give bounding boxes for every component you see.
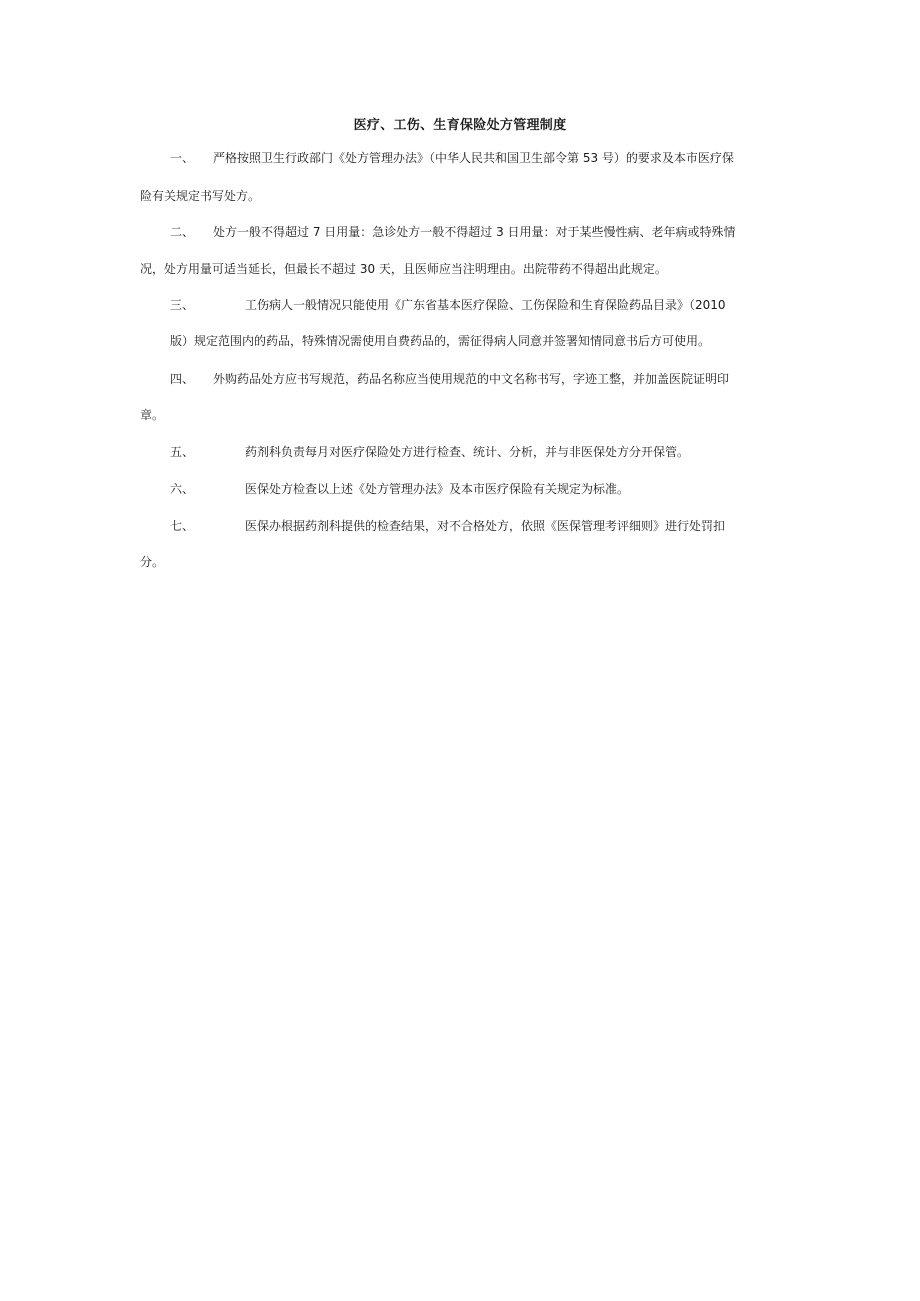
item-text-line1: 医保办根据药剂科提供的检查结果，对不合格处方，依照《医保管理考评细则》进行处罚扣 bbox=[245, 519, 726, 533]
item-text-line1: 处方一般不得超过 7 日用量：急诊处方一般不得超过 3 日用量：对于某些慢性病、老年病或特殊情 bbox=[213, 225, 736, 239]
item-text-line2: 章。 bbox=[140, 408, 165, 422]
item-number: 三、 bbox=[170, 298, 195, 312]
item-text-line1: 工伤病人一般情况只能使用《广东省基本医疗保险、工伤保险和生育保险药品目录》（2010 bbox=[245, 298, 726, 312]
item-text-line2: 版）规定范围内的药品，特殊情况需使用自费药品的，需征得病人同意并签署知情同意书后方可使用。 bbox=[170, 334, 711, 348]
item-number: 一、 bbox=[170, 151, 195, 165]
page-title: 医疗、工伤、生育保险处方管理制度 bbox=[353, 118, 567, 133]
item-number: 五、 bbox=[170, 445, 195, 459]
item-text-line1: 药剂科负责每月对医疗保险处方进行检查、统计、分析，并与非医保处方分开保管。 bbox=[245, 445, 690, 459]
item-number: 七、 bbox=[170, 519, 195, 533]
item-text-line2: 险有关规定书写处方。 bbox=[140, 189, 261, 203]
item-text-line1: 医保处方检查以上述《处方管理办法》及本市医疗保险有关规定为标准。 bbox=[245, 482, 630, 496]
item-text-line1: 外购药品处方应书写规范，药品名称应当使用规范的中文名称书写，字迹工整，并加盖医院证明印 bbox=[213, 372, 730, 386]
item-number: 六、 bbox=[170, 482, 195, 496]
item-text-line2: 分。 bbox=[140, 555, 165, 569]
item-number: 四、 bbox=[170, 372, 195, 386]
item-text-line2: 况，处方用量可适当延长，但最长不超过 30 天，且医师应当注明理由。出院带药不得超出此规定。 bbox=[140, 262, 667, 276]
item-text-line1: 严格按照卫生行政部门《处方管理办法》（中华人民共和国卫生部令第 53 号）的要求及本市医疗保 bbox=[213, 151, 734, 165]
item-number: 二、 bbox=[170, 225, 195, 239]
